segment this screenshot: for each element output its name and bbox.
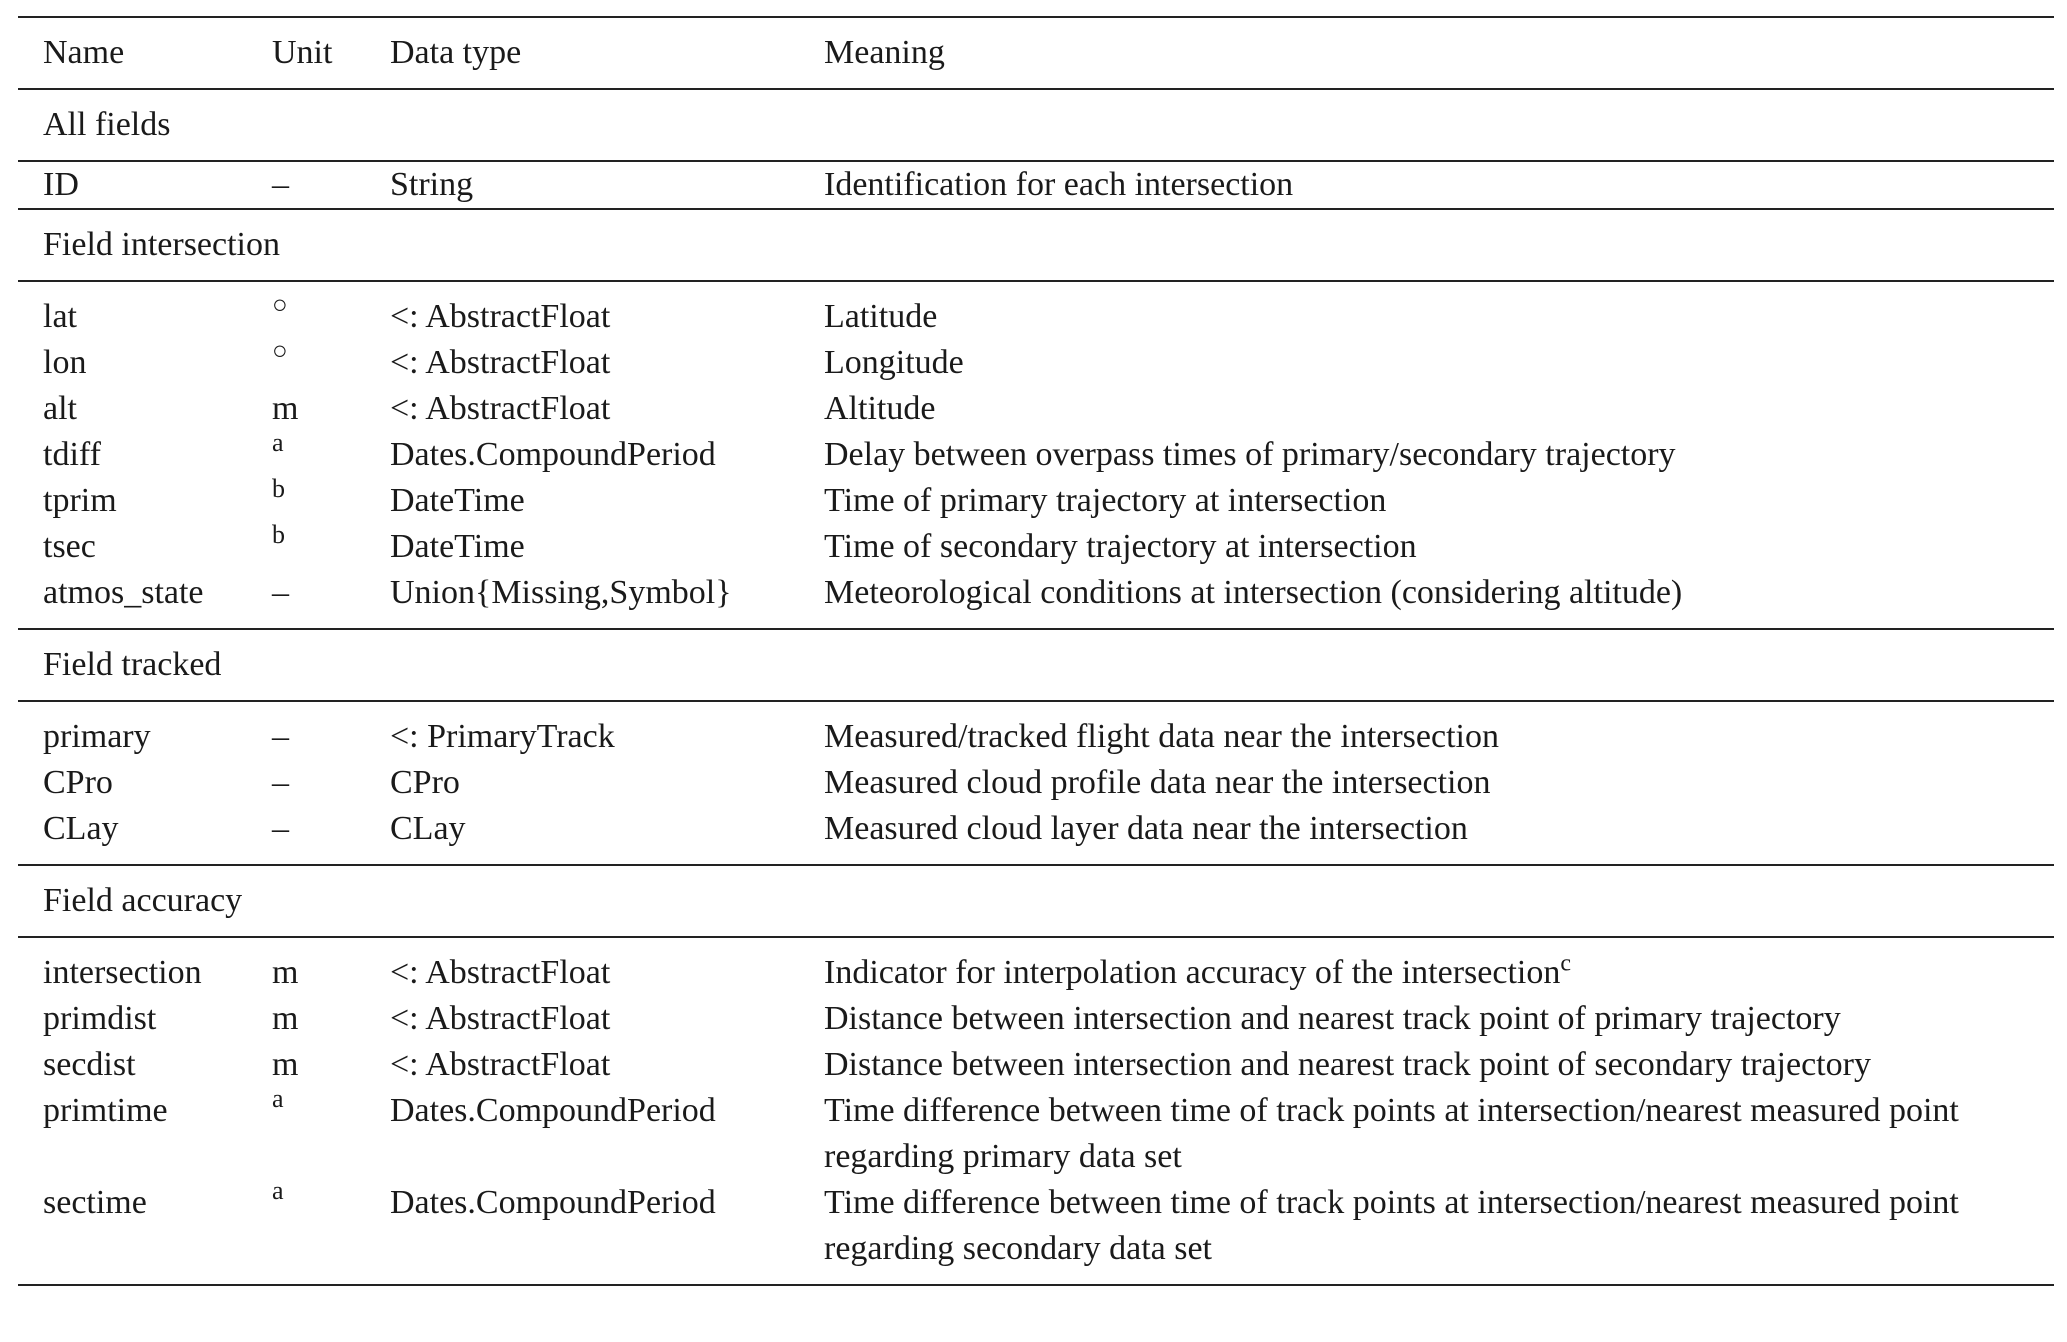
cell-data-type: Dates.CompoundPeriod [390, 436, 716, 473]
cell-meaning [824, 1180, 2054, 1285]
cell-data-type: <: AbstractFloat [390, 298, 611, 335]
cell-data-type: <: AbstractFloat [390, 1046, 611, 1083]
cell-data-type: Dates.CompoundPeriod [390, 1180, 824, 1285]
unit-superscript: ○ [272, 290, 288, 319]
cell-data-type: DateTime [390, 528, 525, 565]
table-row [18, 760, 2054, 806]
table-row [18, 281, 2054, 340]
cell-unit [272, 937, 390, 996]
cell-data-type: DateTime [390, 482, 525, 519]
meaning-text: Delay between overpass times of primary/secondary trajectory [824, 436, 1676, 473]
cell-meaning [824, 340, 2054, 386]
meaning-text: Meteorological conditions at intersection (considering altitude) [824, 574, 1683, 611]
cell-unit [272, 570, 390, 629]
cell-meaning [824, 386, 2054, 432]
unit-text: m [272, 390, 299, 427]
section-header-row [18, 629, 2054, 701]
meaning-text: Time of secondary trajectory at intersection [824, 528, 1417, 565]
cell-unit [272, 386, 390, 432]
cell-name: tdiff [43, 436, 101, 473]
section-title: Field intersection [18, 209, 2054, 281]
cell-unit [272, 1042, 390, 1088]
unit-text: m [272, 1046, 299, 1083]
cell-unit [272, 1176, 390, 1285]
table-row [18, 432, 2054, 478]
cell-meaning [824, 432, 2054, 478]
meaning-text: Distance between intersection and nearest track point of secondary trajectory [824, 1046, 1871, 1083]
cell-data-type: CPro [390, 764, 460, 801]
cell-unit [272, 474, 390, 524]
table-row [18, 340, 2054, 386]
cell-meaning [824, 524, 2054, 570]
meaning-text: Measured cloud profile data near the intersection [824, 764, 1491, 801]
unit-text: – [272, 810, 289, 847]
cell-meaning [824, 1042, 2054, 1088]
cell-name: secdist [43, 1046, 136, 1083]
meaning-text: Measured/tracked flight data near the intersection [824, 718, 1499, 755]
table-row [18, 1088, 2054, 1180]
cell-meaning [824, 937, 2054, 996]
cell-meaning [824, 1088, 2054, 1180]
header-name: Name [18, 17, 272, 89]
cell-name: lon [43, 344, 87, 381]
table-row [18, 524, 2054, 570]
cell-data-type: <: AbstractFloat [390, 954, 611, 991]
cell-meaning [824, 996, 2054, 1042]
cell-unit [272, 1084, 390, 1180]
unit-superscript: a [272, 1084, 284, 1113]
cell-unit [272, 281, 390, 340]
meaning-text: Latitude [824, 298, 938, 335]
cell-data-type: Union{Missing,Symbol} [390, 570, 824, 629]
unit-text: m [272, 954, 299, 991]
unit-text: – [272, 718, 289, 755]
table-row [18, 478, 2054, 524]
cell-name: CLay [18, 806, 272, 865]
cell-data-type: String [390, 161, 824, 209]
cell-unit [272, 760, 390, 806]
table-header-row [18, 17, 2054, 89]
cell-meaning [824, 760, 2054, 806]
cell-unit [272, 996, 390, 1042]
unit-text: – [272, 764, 289, 801]
unit-superscript: a [272, 428, 284, 457]
cell-name: primary [43, 718, 151, 755]
section-header-row [18, 865, 2054, 937]
cell-name: sectime [18, 1180, 272, 1285]
cell-data-type: Dates.CompoundPeriod [390, 1092, 716, 1129]
cell-unit [272, 428, 390, 478]
section-header-row [18, 209, 2054, 281]
cell-name: primdist [43, 1000, 157, 1037]
meaning-text: Time difference between time of track points at intersection/nearest measured point regarding secondary data set [824, 1184, 1959, 1267]
cell-unit [272, 161, 390, 209]
header-unit: Unit [272, 17, 390, 89]
unit-text: m [272, 1000, 299, 1037]
unit-superscript: a [272, 1176, 284, 1205]
header-meaning: Meaning [824, 17, 2054, 89]
table-row [18, 570, 2054, 629]
table-row [18, 996, 2054, 1042]
meaning-text: Measured cloud layer data near the intersection [824, 810, 1468, 847]
cell-name: atmos_state [18, 570, 272, 629]
cell-name: tsec [43, 528, 96, 565]
cell-name: lat [43, 298, 77, 335]
unit-text: – [272, 166, 289, 203]
cell-meaning [824, 806, 2054, 865]
section-title: Field accuracy [18, 865, 2054, 937]
meaning-text: Altitude [824, 390, 936, 427]
cell-meaning [824, 570, 2054, 629]
cell-data-type: <: AbstractFloat [390, 390, 611, 427]
section-title: All fields [18, 89, 2054, 161]
cell-data-type: <: AbstractFloat [390, 1000, 611, 1037]
table-row [18, 806, 2054, 865]
meaning-text: Time difference between time of track points at intersection/nearest measured point regarding primary data set [824, 1092, 1959, 1175]
cell-data-type: CLay [390, 806, 824, 865]
section-header-row [18, 89, 2054, 161]
cell-meaning [824, 701, 2054, 760]
table-row [18, 161, 2054, 209]
meaning-text: Indicator for interpolation accuracy of the intersection [824, 954, 1561, 991]
table-row [18, 1180, 2054, 1285]
cell-name: tprim [43, 482, 117, 519]
unit-superscript: ○ [272, 336, 288, 365]
cell-unit [272, 336, 390, 386]
meaning-text: Longitude [824, 344, 964, 381]
meaning-text: Identification for each intersection [824, 166, 1294, 203]
cell-meaning [824, 478, 2054, 524]
unit-superscript: b [272, 520, 285, 549]
data-table [18, 16, 2054, 1286]
cell-unit [272, 520, 390, 570]
cell-unit [272, 806, 390, 865]
cell-name: ID [18, 161, 272, 209]
footnote-marker: c [1560, 950, 1572, 977]
meaning-text: Distance between intersection and nearest track point of primary trajectory [824, 1000, 1841, 1037]
cell-meaning [824, 161, 2054, 209]
cell-unit [272, 701, 390, 760]
table-row [18, 701, 2054, 760]
data-table-container [18, 16, 2054, 1286]
cell-name: alt [43, 390, 77, 427]
cell-data-type: <: PrimaryTrack [390, 718, 615, 755]
table-body [18, 89, 2054, 1285]
cell-name: CPro [43, 764, 113, 801]
unit-superscript: b [272, 474, 285, 503]
cell-meaning [824, 281, 2054, 340]
table-row [18, 937, 2054, 996]
cell-data-type: <: AbstractFloat [390, 344, 611, 381]
unit-text: – [272, 574, 289, 611]
meaning-text: Time of primary trajectory at intersection [824, 482, 1387, 519]
cell-name: primtime [43, 1092, 168, 1129]
section-title: Field tracked [18, 629, 2054, 701]
cell-name: intersection [43, 954, 202, 991]
header-data-type: Data type [390, 17, 824, 89]
table-row [18, 1042, 2054, 1088]
table-row [18, 386, 2054, 432]
